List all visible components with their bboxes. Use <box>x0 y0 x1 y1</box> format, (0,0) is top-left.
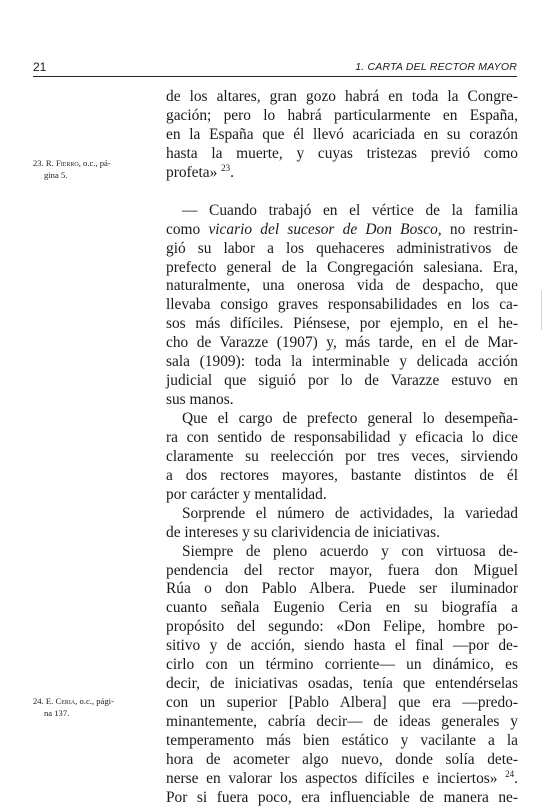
page-header <box>33 58 517 77</box>
text-line: como vicario del sucesor de Don Bosco, no restrin- <box>166 220 519 238</box>
text-line: hora de acometer algo nuevo, donde solía dete- <box>166 750 518 768</box>
footnote-24 <box>33 696 151 719</box>
footnote-line: 23. R. Fierro, o.c., pá- <box>33 158 111 168</box>
footnote-line: 24. E. Ceria, o.c., pági- <box>33 696 114 706</box>
footnote-line: na 137. <box>44 707 70 718</box>
text-line: sus manos. <box>166 391 234 409</box>
text-line: profeta» $^{23}$. <box>166 162 234 181</box>
text-line: en la España que él llevó acariciada en su corazón <box>166 125 518 143</box>
text-line: con un superior [Pablo Albera] que era —predo- <box>166 694 518 712</box>
text-line: de los altares, gran gozo habrá en toda la Congre- <box>166 88 518 105</box>
text-line: minantemente, cabría decir— de ideas generales y <box>166 713 518 730</box>
text-line: propósito del segundo: «Don Felipe, hombre po- <box>166 618 518 636</box>
footnote-ref-23: 23 <box>221 162 231 173</box>
text-line: judicial que siguió por lo de Varazze estuvo en <box>166 372 518 390</box>
text-line: — Cuando trabajó en el vértice de la familia <box>182 201 518 219</box>
paragraph-gap <box>166 183 518 202</box>
text-line: prefecto general de la Congregación salesiana. Era, <box>166 258 518 276</box>
running-title: 1. CARTA DEL RECTOR MAYOR <box>355 61 517 73</box>
text-line: cirlo con un término corriente— un dinámico, es <box>166 656 518 674</box>
text-line: de intereses y su clarividencia de iniciativas. <box>166 523 440 541</box>
text-line: sos más difíciles. Piénsese, por ejemplo, en el he- <box>166 315 518 333</box>
text-line: temperamento más bien estático y vacilante a la <box>166 731 518 749</box>
text-line: nerse en valorar los aspectos difíciles e inciertos» $^{24}$. <box>166 768 518 787</box>
footnote-ref-24: 24 <box>505 768 515 779</box>
footnote-author: Fierro <box>55 158 79 168</box>
text-line: Que el cargo de prefecto general lo desempeña- <box>182 410 518 427</box>
text-line: cho de Varazze (1907) y, más tarde, en el de Mar- <box>166 334 518 352</box>
footnote-author: Ceria <box>55 696 76 706</box>
text-line: llevaba consigo graves responsabilidades en los ca- <box>166 296 518 314</box>
text-line: decir, de iniciativas osadas, tenía que entendérselas <box>166 675 518 693</box>
text-line: pendencia del rector mayor, fuera don Miguel <box>166 561 518 579</box>
main-text <box>166 88 518 808</box>
text-line: ra con sentido de responsabilidad y eficacia lo dice <box>166 428 518 446</box>
text-line: a dos rectores mayores, bastante distintos de él <box>166 466 518 484</box>
text-line: naturalmente, una onerosa vida de despacho, que <box>166 277 518 295</box>
page-number: 21 <box>33 60 47 74</box>
text-line: Por si fuera poco, era influenciable de manera ne- <box>166 788 518 806</box>
footnote-23 <box>33 158 151 181</box>
text-line: sitivo y de acción, siendo hasta el final —por de- <box>166 637 518 655</box>
footnote-line: gina 5. <box>44 169 68 180</box>
text-line: Sorprende el número de actividades, la variedad <box>182 504 518 522</box>
text-line: Rúa o don Pablo Albera. Puede ser iluminador <box>166 580 518 598</box>
text-line: hasta la muerte, y cuyas tristezas previó como <box>166 144 518 162</box>
text-line: claramente su reelección por tres veces, sirviendo <box>166 447 518 465</box>
text-line: gió su labor a los quehaceres administrativos de <box>166 239 518 257</box>
scan-margin-mark <box>541 290 542 330</box>
text-line: gación; pero lo habrá particularmente en España, <box>166 106 518 124</box>
text-line: por carácter y mentalidad. <box>166 485 327 503</box>
italic-phrase: vicario del sucesor de Don Bosco, <box>208 220 442 238</box>
text-line: sala (1909): toda la interminable y delicada acción <box>166 353 518 371</box>
text-line: Siempre de pleno acuerdo y con virtuosa de- <box>182 542 518 560</box>
text-line: cuanto señala Eugenio Ceria en su biografía a <box>166 599 518 617</box>
